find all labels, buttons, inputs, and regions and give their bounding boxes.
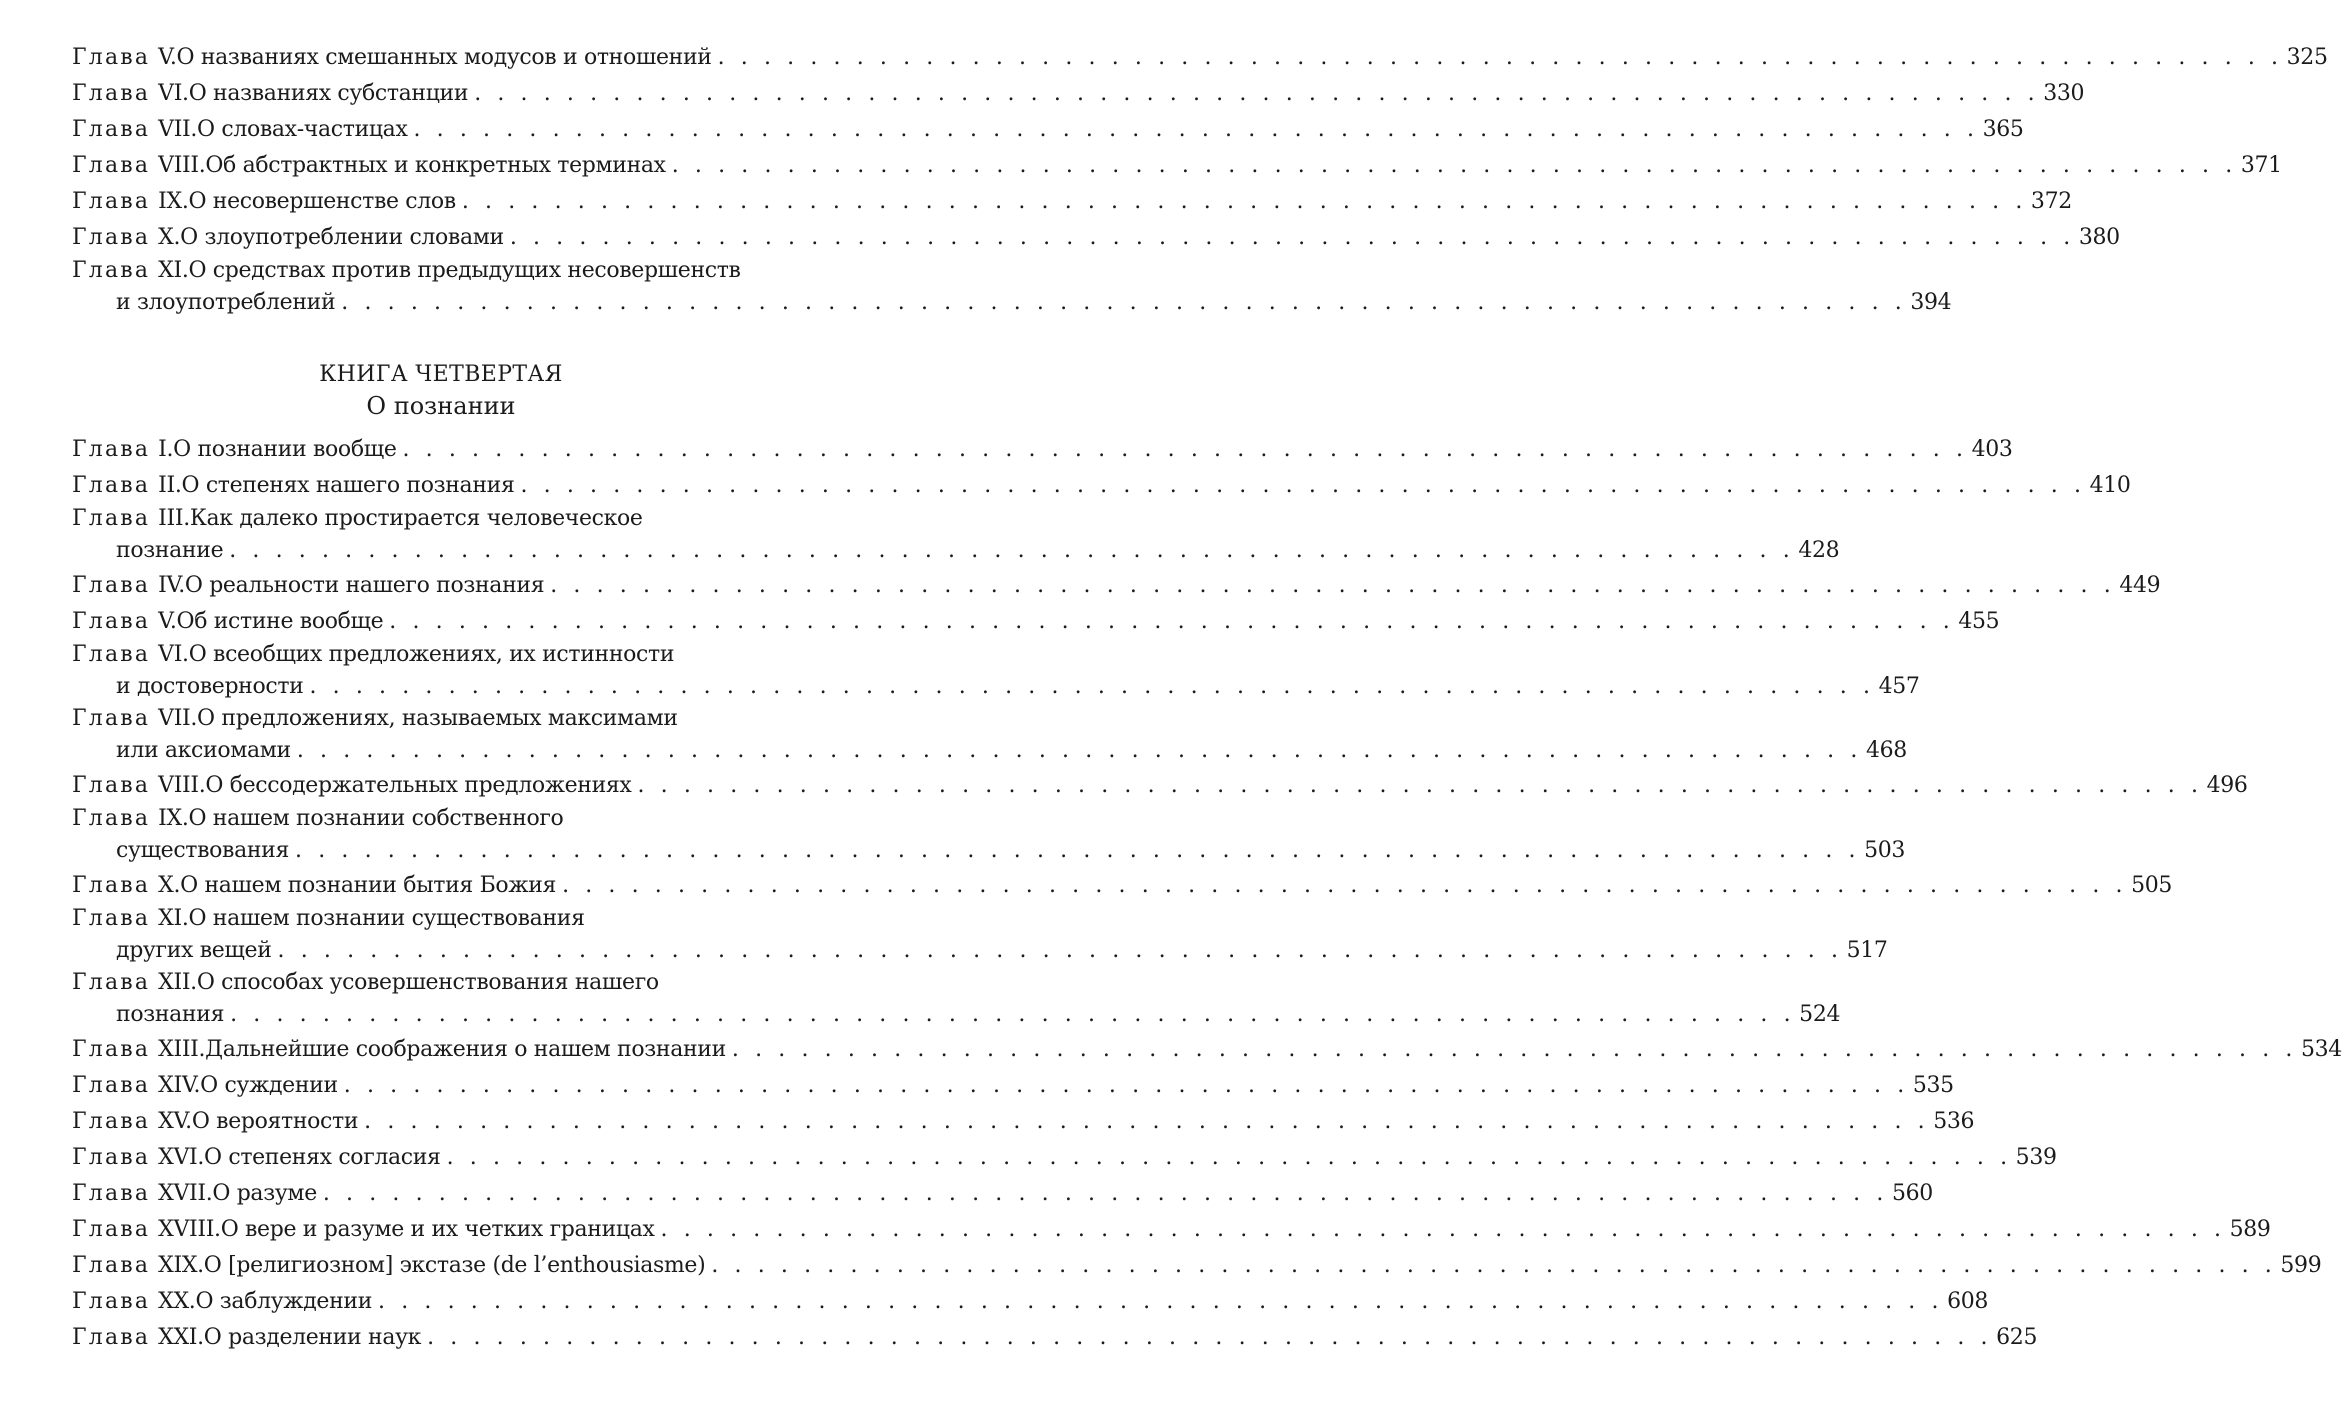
toc-entry bbox=[72, 256, 1952, 320]
chapter-number: IV. bbox=[158, 573, 185, 598]
chapter-title: О заблуждении bbox=[195, 1289, 373, 1314]
chapter-title: Дальнейшие соображения о нашем познании bbox=[205, 1037, 726, 1062]
toc-entry bbox=[72, 220, 2120, 256]
page-number: 371 bbox=[2240, 153, 2282, 178]
page-number: 449 bbox=[2119, 573, 2161, 598]
chapter-title: О степенях нашего познания bbox=[181, 473, 515, 498]
toc-entry bbox=[72, 968, 1841, 1032]
chapter-word: Глава bbox=[72, 1325, 151, 1350]
toc-entry bbox=[72, 40, 2328, 76]
dot-leader: . . . . . . . . . . . . . . . . . . . . . . . . . . . . . . . . . . . . . . . . . . . . . . . . . . . . . . . . . . . . . . . . . . . . bbox=[378, 1289, 1944, 1314]
chapter-number: VI. bbox=[158, 642, 189, 667]
dot-leader: . . . . . . . . . . . . . . . . . . . . . . . . . . . . . . . . . . . . . . . . . . . . . . . . . . . . . . . . . . . . . . . . . . . . bbox=[474, 81, 2040, 106]
toc-entry bbox=[72, 1104, 1975, 1140]
chapter-title: Как далеко простирается человеческое bbox=[189, 506, 643, 531]
toc-entry bbox=[72, 148, 2282, 184]
page-number: 457 bbox=[1878, 674, 1920, 699]
chapter-title: О степенях согласия bbox=[204, 1145, 441, 1170]
chapter-title-continuation: существования bbox=[116, 838, 290, 863]
dot-leader: . . . . . . . . . . . . . . . . . . . . . . . . . . . . . . . . . . . . . . . . . . . . . . . . . . . . . . . . . . . . . . . . . . . . bbox=[389, 609, 1955, 634]
chapter-title: О познании вообще bbox=[173, 437, 397, 462]
dot-leader: . . . . . . . . . . . . . . . . . . . . . . . . . . . . . . . . . . . . . . . . . . . . . . . . . . . . . . . . . . . . . . . . . . . . bbox=[229, 538, 1795, 563]
page-number: 560 bbox=[1891, 1181, 1933, 1206]
toc-entry bbox=[72, 1176, 1933, 1212]
dot-leader: . . . . . . . . . . . . . . . . . . . . . . . . . . . . . . . . . . . . . . . . . . . . . . . . . . . . . . . . . . . . . . . . . . . . bbox=[562, 873, 2128, 898]
dot-leader: . . . . . . . . . . . . . . . . . . . . . . . . . . . . . . . . . . . . . . . . . . . . . . . . . . . . . . . . . . . . . . . . . . . . bbox=[461, 189, 2027, 214]
chapter-number: II. bbox=[158, 473, 182, 498]
chapter-word: Глава bbox=[72, 1181, 151, 1206]
chapter-word: Глава bbox=[72, 153, 151, 178]
chapter-number: V. bbox=[158, 609, 177, 634]
book4-title: О познании bbox=[366, 392, 516, 420]
toc-entry bbox=[72, 804, 1906, 868]
chapter-number: XI. bbox=[158, 258, 189, 283]
chapter-word: Глава bbox=[72, 1073, 151, 1098]
chapter-word: Глава bbox=[72, 873, 151, 898]
chapter-word: Глава bbox=[72, 642, 151, 667]
chapter-word: Глава bbox=[72, 1289, 151, 1314]
chapter-title: О суждении bbox=[200, 1073, 338, 1098]
toc-entry bbox=[72, 112, 2024, 148]
page-number: 524 bbox=[1799, 1002, 1841, 1027]
toc-entry bbox=[72, 1248, 2322, 1284]
chapter-word: Глава bbox=[72, 1253, 151, 1278]
chapter-number: XIX. bbox=[158, 1253, 204, 1278]
chapter-word: Глава bbox=[72, 437, 151, 462]
book3-chapter-list bbox=[72, 40, 2328, 320]
toc-entry bbox=[72, 768, 2248, 804]
page-number: 505 bbox=[2131, 873, 2173, 898]
dot-leader: . . . . . . . . . . . . . . . . . . . . . . . . . . . . . . . . . . . . . . . . . . . . . . . . . . . . . . . . . . . . . . . . . . . . bbox=[520, 473, 2086, 498]
chapter-title: О всеобщих предложениях, их истинности bbox=[188, 642, 675, 667]
chapter-word: Глава bbox=[72, 473, 151, 498]
dot-leader: . . . . . . . . . . . . . . . . . . . . . . . . . . . . . . . . . . . . . . . . . . . . . . . . . . . . . . . . . . . . . . . . . . . . bbox=[309, 674, 1875, 699]
chapter-word: Глава bbox=[72, 258, 151, 283]
chapter-number: XV. bbox=[158, 1109, 192, 1134]
dot-leader: . . . . . . . . . . . . . . . . . . . . . . . . . . . . . . . . . . . . . . . . . . . . . . . . . . . . . . . . . . . . . . . . . . . . bbox=[731, 1037, 2297, 1062]
page-number: 625 bbox=[1996, 1325, 2038, 1350]
chapter-title: О несовершенстве слов bbox=[188, 189, 456, 214]
page-number: 428 bbox=[1798, 538, 1840, 563]
chapter-title: О способах усовершенствования нашего bbox=[196, 970, 659, 995]
dot-leader: . . . . . . . . . . . . . . . . . . . . . . . . . . . . . . . . . . . . . . . . . . . . . . . . . . . . . . . . . . . . . . . . . . . . bbox=[711, 1253, 2277, 1278]
chapter-number: XXI. bbox=[158, 1325, 204, 1350]
page-number: 503 bbox=[1864, 838, 1906, 863]
page-number: 325 bbox=[2286, 45, 2328, 70]
page-number: 608 bbox=[1947, 1289, 1989, 1314]
page-number: 410 bbox=[2089, 473, 2131, 498]
dot-leader: . . . . . . . . . . . . . . . . . . . . . . . . . . . . . . . . . . . . . . . . . . . . . . . . . . . . . . . . . . . . . . . . . . . . bbox=[717, 45, 2283, 70]
chapter-title: Об истине вообще bbox=[176, 609, 384, 634]
dot-leader: . . . . . . . . . . . . . . . . . . . . . . . . . . . . . . . . . . . . . . . . . . . . . . . . . . . . . . . . . . . . . . . . . . . . bbox=[402, 437, 1968, 462]
chapter-title: О реальности нашего познания bbox=[184, 573, 545, 598]
chapter-title-continuation: и достоверности bbox=[116, 674, 304, 699]
chapter-number: VII. bbox=[158, 117, 198, 142]
book4-chapter-list bbox=[72, 432, 2342, 1356]
chapter-word: Глава bbox=[72, 45, 151, 70]
chapter-word: Глава bbox=[72, 1037, 151, 1062]
chapter-word: Глава bbox=[72, 609, 151, 634]
dot-leader: . . . . . . . . . . . . . . . . . . . . . . . . . . . . . . . . . . . . . . . . . . . . . . . . . . . . . . . . . . . . . . . . . . . . bbox=[322, 1181, 1888, 1206]
page-number: 536 bbox=[1933, 1109, 1975, 1134]
chapter-word: Глава bbox=[72, 1217, 151, 1242]
page-number: 599 bbox=[2280, 1253, 2322, 1278]
chapter-word: Глава bbox=[72, 117, 151, 142]
chapter-number: IX. bbox=[158, 806, 189, 831]
toc-entry bbox=[72, 76, 2085, 112]
chapter-title: О предложениях, называемых максимами bbox=[197, 706, 678, 731]
page-number: 380 bbox=[2078, 225, 2120, 250]
chapter-title-continuation: познания bbox=[116, 1002, 225, 1027]
page-number: 403 bbox=[1971, 437, 2013, 462]
toc-entry bbox=[72, 868, 2173, 904]
page-number: 589 bbox=[2229, 1217, 2271, 1242]
chapter-title-continuation: познание bbox=[116, 538, 224, 563]
chapter-title: О названиях субстанции bbox=[188, 81, 469, 106]
page-number: 535 bbox=[1912, 1073, 1954, 1098]
chapter-number: VI. bbox=[158, 81, 189, 106]
book4-label: КНИГА ЧЕТВЕРТАЯ bbox=[319, 362, 563, 387]
toc-entry bbox=[72, 504, 1840, 568]
chapter-word: Глава bbox=[72, 225, 151, 250]
chapter-word: Глава bbox=[72, 573, 151, 598]
chapter-word: Глава bbox=[72, 806, 151, 831]
chapter-title-continuation: или аксиомами bbox=[116, 738, 291, 763]
chapter-word: Глава bbox=[72, 81, 151, 106]
chapter-number: XII. bbox=[158, 970, 197, 995]
chapter-title: О разделении наук bbox=[203, 1325, 422, 1350]
chapter-title: О нашем познании существования bbox=[188, 906, 585, 931]
chapter-title: О нашем познании собственного bbox=[188, 806, 564, 831]
chapter-title: О злоупотреблении словами bbox=[180, 225, 504, 250]
chapter-word: Глава bbox=[72, 1109, 151, 1134]
chapter-number: VII. bbox=[158, 706, 198, 731]
chapter-number: XVIII. bbox=[158, 1217, 221, 1242]
toc-entry bbox=[72, 1032, 2342, 1068]
chapter-number: X. bbox=[158, 873, 181, 898]
toc-entry bbox=[72, 468, 2131, 504]
chapter-number: XI. bbox=[158, 906, 189, 931]
dot-leader: . . . . . . . . . . . . . . . . . . . . . . . . . . . . . . . . . . . . . . . . . . . . . . . . . . . . . . . . . . . . . . . . . . . . bbox=[446, 1145, 2012, 1170]
chapter-word: Глава bbox=[72, 706, 151, 731]
chapter-title: О нашем познании бытия Божия bbox=[180, 873, 557, 898]
chapter-number: VIII. bbox=[158, 773, 206, 798]
chapter-number: X. bbox=[158, 225, 181, 250]
chapter-title: О вероятности bbox=[191, 1109, 359, 1134]
dot-leader: . . . . . . . . . . . . . . . . . . . . . . . . . . . . . . . . . . . . . . . . . . . . . . . . . . . . . . . . . . . . . . . . . . . . bbox=[230, 1002, 1796, 1027]
toc-entry bbox=[72, 432, 2013, 468]
chapter-number: XX. bbox=[158, 1289, 196, 1314]
chapter-title: О словах-частицах bbox=[197, 117, 408, 142]
chapter-number: IX. bbox=[158, 189, 189, 214]
chapter-word: Глава bbox=[72, 189, 151, 214]
chapter-number: XIII. bbox=[158, 1037, 206, 1062]
chapter-number: I. bbox=[158, 437, 174, 462]
book4-heading bbox=[72, 360, 810, 422]
chapter-number: III. bbox=[158, 506, 190, 531]
toc-entry bbox=[72, 1212, 2271, 1248]
chapter-title: О названиях смешанных модусов и отношений bbox=[176, 45, 712, 70]
dot-leader: . . . . . . . . . . . . . . . . . . . . . . . . . . . . . . . . . . . . . . . . . . . . . . . . . . . . . . . . . . . . . . . . . . . . bbox=[671, 153, 2237, 178]
dot-leader: . . . . . . . . . . . . . . . . . . . . . . . . . . . . . . . . . . . . . . . . . . . . . . . . . . . . . . . . . . . . . . . . . . . . bbox=[660, 1217, 2226, 1242]
toc-entry bbox=[72, 604, 2000, 640]
toc-entry bbox=[72, 1068, 1954, 1104]
chapter-word: Глава bbox=[72, 970, 151, 995]
toc-entry bbox=[72, 704, 1907, 768]
page-number: 468 bbox=[1865, 738, 1907, 763]
chapter-title: О средствах против предыдущих несовершенств bbox=[188, 258, 741, 283]
dot-leader: . . . . . . . . . . . . . . . . . . . . . . . . . . . . . . . . . . . . . . . . . . . . . . . . . . . . . . . . . . . . . . . . . . . . bbox=[277, 938, 1843, 963]
page-number: 539 bbox=[2015, 1145, 2057, 1170]
page-number: 534 bbox=[2301, 1037, 2342, 1062]
page-number: 372 bbox=[2030, 189, 2072, 214]
dot-leader: . . . . . . . . . . . . . . . . . . . . . . . . . . . . . . . . . . . . . . . . . . . . . . . . . . . . . . . . . . . . . . . . . . . . bbox=[509, 225, 2075, 250]
chapter-title: Об абстрактных и конкретных терминах bbox=[205, 153, 666, 178]
page-number: 365 bbox=[1982, 117, 2024, 142]
toc-entry bbox=[72, 1320, 2038, 1356]
toc-entry bbox=[72, 568, 2161, 604]
chapter-word: Глава bbox=[72, 506, 151, 531]
dot-leader: . . . . . . . . . . . . . . . . . . . . . . . . . . . . . . . . . . . . . . . . . . . . . . . . . . . . . . . . . . . . . . . . . . . . bbox=[427, 1325, 1993, 1350]
dot-leader: . . . . . . . . . . . . . . . . . . . . . . . . . . . . . . . . . . . . . . . . . . . . . . . . . . . . . . . . . . . . . . . . . . . . bbox=[364, 1109, 1930, 1134]
page-number: 330 bbox=[2043, 81, 2085, 106]
dot-leader: . . . . . . . . . . . . . . . . . . . . . . . . . . . . . . . . . . . . . . . . . . . . . . . . . . . . . . . . . . . . . . . . . . . . bbox=[343, 1073, 1909, 1098]
chapter-word: Глава bbox=[72, 1145, 151, 1170]
dot-leader: . . . . . . . . . . . . . . . . . . . . . . . . . . . . . . . . . . . . . . . . . . . . . . . . . . . . . . . . . . . . . . . . . . . . bbox=[637, 773, 2203, 798]
chapter-number: XIV. bbox=[158, 1073, 201, 1098]
chapter-title: О разуме bbox=[212, 1181, 317, 1206]
chapter-title-continuation: и злоупотреблений bbox=[116, 290, 336, 315]
page-number: 517 bbox=[1846, 938, 1888, 963]
chapter-word: Глава bbox=[72, 773, 151, 798]
chapter-number: VIII. bbox=[158, 153, 206, 178]
dot-leader: . . . . . . . . . . . . . . . . . . . . . . . . . . . . . . . . . . . . . . . . . . . . . . . . . . . . . . . . . . . . . . . . . . . . bbox=[550, 573, 2116, 598]
chapter-number: V. bbox=[158, 45, 177, 70]
table-of-contents bbox=[72, 40, 2342, 1356]
chapter-title: О бессодержательных предложениях bbox=[205, 773, 632, 798]
chapter-title: О [религиозном] экстазе (de l’enthousiasme) bbox=[203, 1253, 706, 1278]
toc-entry bbox=[72, 1284, 1989, 1320]
chapter-number: XVII. bbox=[158, 1181, 213, 1206]
toc-entry bbox=[72, 904, 1888, 968]
toc-entry bbox=[72, 640, 1920, 704]
dot-leader: . . . . . . . . . . . . . . . . . . . . . . . . . . . . . . . . . . . . . . . . . . . . . . . . . . . . . . . . . . . . . . . . . . . . bbox=[341, 290, 1907, 315]
chapter-number: XVI. bbox=[158, 1145, 205, 1170]
page-number: 455 bbox=[1958, 609, 2000, 634]
dot-leader: . . . . . . . . . . . . . . . . . . . . . . . . . . . . . . . . . . . . . . . . . . . . . . . . . . . . . . . . . . . . . . . . . . . . bbox=[413, 117, 1979, 142]
chapter-title: О вере и разуме и их четких границах bbox=[220, 1217, 655, 1242]
dot-leader: . . . . . . . . . . . . . . . . . . . . . . . . . . . . . . . . . . . . . . . . . . . . . . . . . . . . . . . . . . . . . . . . . . . . bbox=[295, 838, 1861, 863]
chapter-word: Глава bbox=[72, 906, 151, 931]
page-number: 394 bbox=[1910, 290, 1952, 315]
toc-entry bbox=[72, 184, 2072, 220]
chapter-title-continuation: других вещей bbox=[116, 938, 272, 963]
dot-leader: . . . . . . . . . . . . . . . . . . . . . . . . . . . . . . . . . . . . . . . . . . . . . . . . . . . . . . . . . . . . . . . . . . . . bbox=[296, 738, 1862, 763]
toc-entry bbox=[72, 1140, 2057, 1176]
page-number: 496 bbox=[2206, 773, 2248, 798]
